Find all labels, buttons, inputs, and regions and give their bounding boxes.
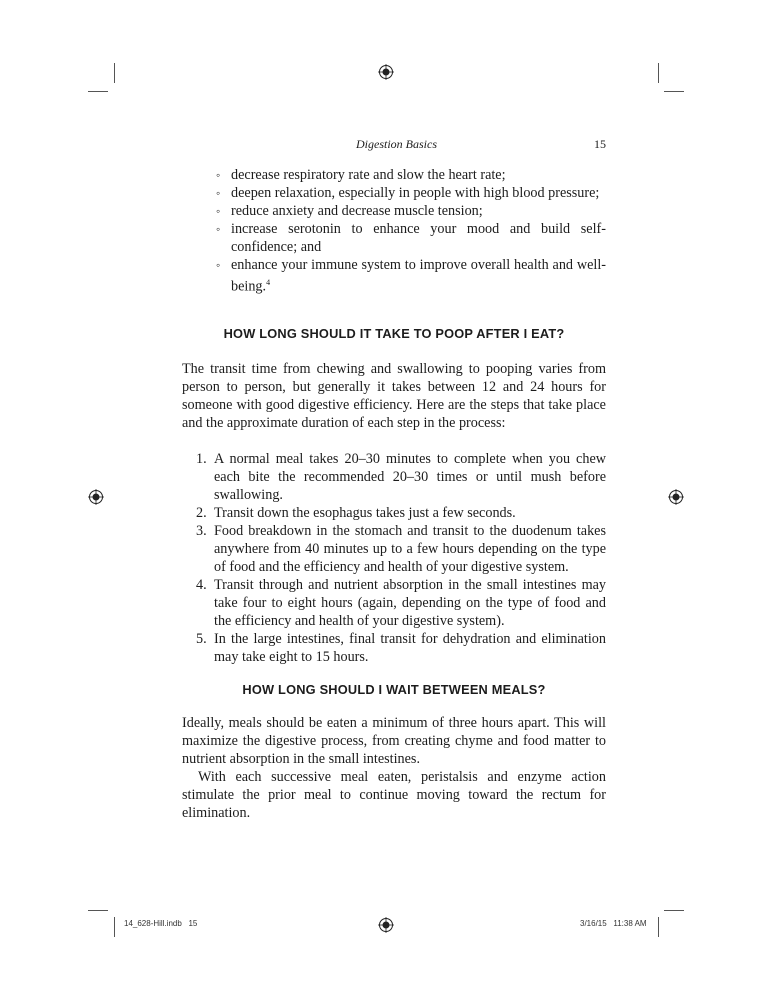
section-heading: HOW LONG SHOULD I WAIT BETWEEN MEALS? [242, 682, 546, 697]
section-heading: HOW LONG SHOULD IT TAKE TO POOP AFTER I EAT? [223, 326, 565, 341]
crop-mark [88, 91, 108, 92]
crop-mark [88, 910, 108, 911]
page-number: 15 [594, 137, 606, 151]
bullet-list [216, 166, 606, 296]
list-item: ◦ increase serotonin to enhance your mood and build self-confidence; and [216, 220, 606, 256]
file-slug: 14_628-Hill.indb 15 [124, 919, 198, 928]
registration-mark-icon [378, 64, 394, 80]
registration-mark-icon [668, 489, 684, 505]
body-paragraph: The transit time from chewing and swallowing to pooping varies from person to person, but generally it takes between 12 and 24 hours for someone with good digestive efficiency. Here are the steps that take place and the approximate duration of each step in the process: [182, 361, 606, 431]
crop-mark [658, 63, 659, 83]
list-item: 2. Transit down the esophagus takes just a few seconds. [196, 505, 516, 521]
registration-mark-icon [378, 917, 394, 933]
numbered-list [196, 450, 606, 666]
timestamp-slug: 3/16/15 11:38 AM [580, 919, 647, 928]
list-item: 5. In the large intestines, final transit for dehydration and elimination may take eight to 15 hours. [196, 631, 606, 665]
crop-mark [664, 91, 684, 92]
crop-mark [658, 917, 659, 937]
list-item: 1. A normal meal takes 20–30 minutes to complete when you chew each bite the recommended 20–30 times or until mush before swallowing. [196, 451, 606, 503]
list-item: 4. Transit through and nutrient absorption in the small intestines may take four to eight hours (again, depending on the type of food and the efficiency and health of your digestive system). [196, 577, 606, 629]
crop-mark [114, 917, 115, 937]
crop-mark [664, 910, 684, 911]
body-paragraph: With each successive meal eaten, peristalsis and enzyme action stimulate the prior meal to continue moving toward the rectum for elimination. [182, 769, 606, 821]
list-item: ◦ enhance your immune system to improve overall health and well-being.$^4$ [216, 256, 606, 296]
crop-mark [114, 63, 115, 83]
list-item: ◦ deepen relaxation, especially in people with high blood pressure; [216, 184, 606, 202]
registration-mark-icon [88, 489, 104, 505]
list-item: ◦ decrease respiratory rate and slow the heart rate; [216, 166, 606, 184]
list-item: 3. Food breakdown in the stomach and transit to the duodenum takes anywhere from 40 minutes up to a few hours depending on the type of food and the efficiency and health of your digestive system. [196, 523, 606, 575]
footnote-reference: 4 [266, 278, 271, 287]
running-head: Digestion Basics [356, 137, 437, 151]
list-item: ◦ reduce anxiety and decrease muscle tension; [216, 202, 606, 220]
body-paragraph: Ideally, meals should be eaten a minimum of three hours apart. This will maximize the digestive process, from creating chyme and food matter to nutrient absorption in the small intestines. [182, 715, 606, 767]
